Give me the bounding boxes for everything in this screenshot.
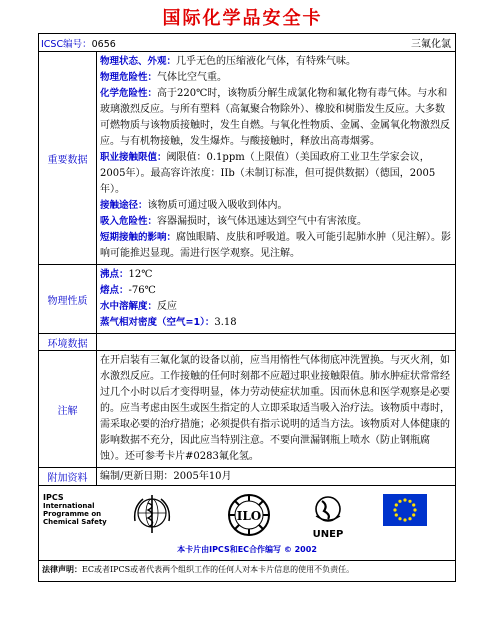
prop-value: 反应 bbox=[157, 301, 178, 312]
notes-content: 在开启装有三氟化氯的设备以前，应当用惰性气体彻底冲洗置换。与灭火剂，如水激烈反应。工作接触的任何时刻都不应超过职业接触限值。肺水肿症状常常经过几个小时以后才变得明显，体力劳动使症状加重。因而休息和医学观察是必要的。应当考虑由医生或医生指定的人立即采取适当吸入治疗法。该物质中毒时，需采取必要的治疗措施；必须提供有指示说明的适当方法。该物质对人体健康的影响数据不充分，因此应当特别注意。不要向泄漏钢瓶上喷水（防止钢瓶腐蚀）。还可参考卡片#0283氟化氢。 bbox=[97, 351, 456, 468]
item-text: 该物质可通过吸入吸收到体内。 bbox=[147, 200, 288, 211]
env-data-content bbox=[97, 334, 456, 351]
prop-key: 熔点： bbox=[100, 285, 129, 296]
ilo-emblem-icon bbox=[225, 491, 273, 539]
prop-key: 水中溶解度： bbox=[100, 301, 158, 312]
eu-flag-icon bbox=[383, 494, 427, 526]
icsc-number-label: ICSC编号： bbox=[41, 38, 92, 50]
env-data-row bbox=[39, 334, 456, 351]
icsc-number-value: 0656 bbox=[91, 38, 116, 50]
notes-label: 注解 bbox=[39, 351, 97, 468]
item-key: 物理危险性： bbox=[100, 72, 158, 83]
header-row bbox=[39, 34, 456, 52]
page-title: 国际化学品安全卡 bbox=[162, 8, 323, 29]
who-emblem-icon bbox=[129, 491, 175, 537]
additional-label: 附加资料 bbox=[39, 468, 97, 486]
item-key: 短期接触的影响： bbox=[100, 232, 177, 243]
item-text: 腐蚀眼睛、皮肤和呼吸道。吸入可能引起肺水肿（见注解）。影响可能推迟显现。需进行医学观察。见注解。 bbox=[100, 232, 452, 259]
item-text: 阈限值：0.1ppm（上限值）（美国政府工业卫生学家会议，2005年）。最高容许浓度：IIb（未制订标准，但可提供数据）（德国，2005年）。 bbox=[100, 152, 436, 195]
notes-row bbox=[39, 351, 456, 468]
item-key: 接触途径： bbox=[100, 200, 148, 211]
unep-text: UNEP bbox=[312, 529, 344, 540]
chemical-name: 三氟化氯 bbox=[411, 39, 451, 50]
unep-emblem-icon bbox=[301, 491, 355, 545]
physical-props-content bbox=[97, 265, 456, 334]
icsc-number bbox=[39, 36, 116, 50]
footer-caption: 本卡片由IPCS和EC合作编写 © 2002 bbox=[177, 545, 317, 554]
important-data-label: 重要数据 bbox=[39, 52, 97, 265]
item-key: 物理状态、外观： bbox=[100, 56, 177, 67]
ipcs-line: IPCS bbox=[43, 493, 64, 502]
prop-value: -76℃ bbox=[128, 285, 156, 296]
ipcs-line: Programme on bbox=[43, 510, 102, 518]
footer-row bbox=[39, 486, 456, 561]
physical-props-label: 物理性质 bbox=[39, 265, 97, 334]
item-key: 吸入危险性： bbox=[100, 216, 158, 227]
prop-key: 沸点： bbox=[100, 269, 129, 280]
legal-statement bbox=[39, 561, 456, 582]
prop-value: 3.18 bbox=[214, 317, 237, 328]
ipcs-logo-text bbox=[43, 494, 107, 526]
ipcs-line: International bbox=[43, 502, 95, 510]
prop-key: 蒸气相对密度（空气=1）： bbox=[100, 317, 215, 328]
important-data-content bbox=[97, 52, 456, 265]
item-key: 化学危险性： bbox=[100, 88, 158, 99]
important-data-row bbox=[39, 52, 456, 265]
item-key: 职业接触限值： bbox=[100, 152, 167, 163]
physical-props-row bbox=[39, 265, 456, 334]
additional-content: 编制/更新日期：2005年10月 bbox=[97, 468, 456, 486]
additional-row bbox=[39, 468, 456, 486]
item-text: 高于220℃时，该物质分解生成氯化物和氟化物有毒气体。与水和玻璃激烈反应。与所有塑料（高氟聚合物除外）、橡胶和树脂发生反应。大多数可燃物质与该物质接触时，发生自燃。与氧化性物质、金属、金属氧化物激烈反应。与有机物接触，发生爆炸。与酸接触时，释放出高毒烟雾。 bbox=[100, 88, 450, 147]
icsc-card-table bbox=[38, 33, 456, 582]
footer-logos bbox=[39, 486, 456, 561]
item-text: 容器漏损时，该气体迅速达到空气中有害浓度。 bbox=[157, 216, 368, 227]
item-text: 气体比空气重。 bbox=[157, 72, 228, 83]
item-text: 几乎无色的压缩液化气体，有特殊气味。 bbox=[176, 56, 357, 67]
prop-value: 12℃ bbox=[128, 269, 153, 280]
legal-row bbox=[39, 561, 456, 582]
legal-key: 法律声明： bbox=[42, 565, 82, 574]
ipcs-line: Chemical Safety bbox=[43, 518, 107, 526]
env-data-label: 环境数据 bbox=[39, 334, 97, 351]
legal-text: EC或者IPCS或者代表两个组织工作的任何人对本卡片信息的使用不负责任。 bbox=[82, 565, 355, 574]
ilo-text: ILO bbox=[236, 509, 262, 523]
